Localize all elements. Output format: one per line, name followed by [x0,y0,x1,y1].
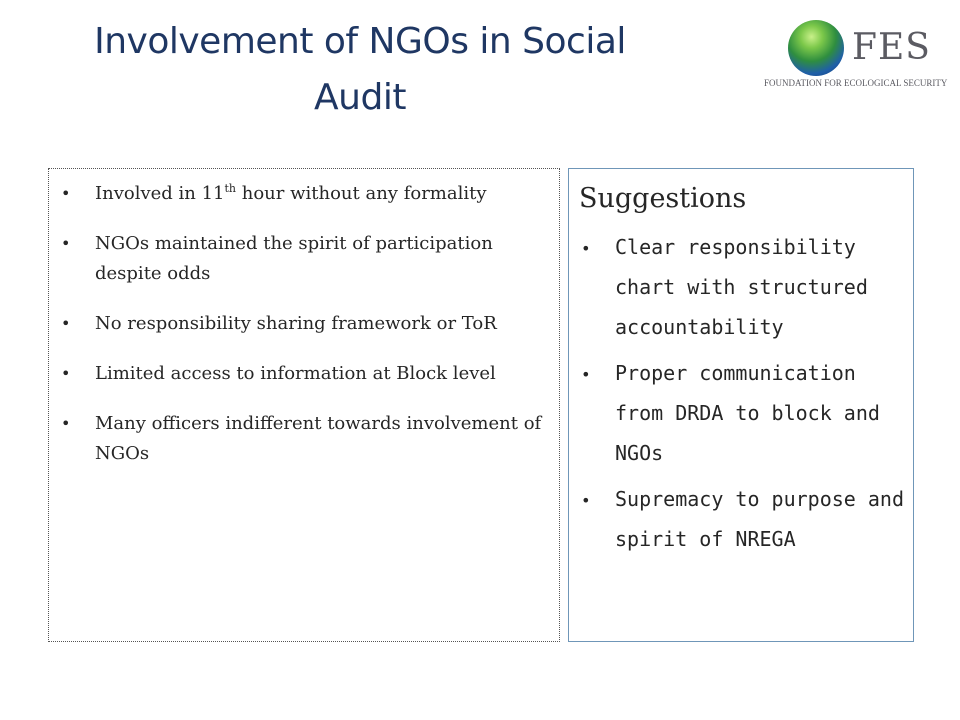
slide-title [40,14,680,126]
observations-panel [48,168,560,642]
bullet-icon: • [581,491,591,510]
list-item-text: Clear responsibility chart with structured accountability [615,235,868,339]
suggestions-list [581,227,907,565]
list-item [61,179,551,209]
superscript: th [224,182,237,195]
list-item-text: Limited access to information at Block level [95,363,496,384]
list-item-text [95,183,487,204]
bullet-icon: • [581,239,591,258]
list-item [581,353,907,473]
bullet-icon: • [61,184,71,203]
logo-name: FES [852,27,931,68]
slide-title-line-2: Audit [314,77,406,118]
list-item [61,409,551,469]
bullet-icon: • [61,364,71,383]
slide-title-line-1: Involvement of NGOs in Social [94,21,626,62]
logo-tagline: FOUNDATION FOR ECOLOGICAL SECURITY [764,78,948,88]
suggestions-heading: Suggestions [579,183,747,214]
fes-logo [760,16,950,90]
observations-list [61,179,551,489]
list-item [61,229,551,289]
list-item-text-start: Involved in 11 [95,183,225,204]
list-item [581,479,907,559]
list-item-text: NGOs maintained the spirit of participation despite odds [95,233,493,284]
list-item-text: Supremacy to purpose and spirit of NREGA [615,487,904,551]
bullet-icon: • [61,234,71,253]
list-item [61,359,551,389]
list-item-text: No responsibility sharing framework or ToR [95,313,497,334]
list-item [61,309,551,339]
suggestions-panel [568,168,914,642]
globe-icon [788,20,844,76]
bullet-icon: • [581,365,591,384]
bullet-icon: • [61,414,71,433]
list-item [581,227,907,347]
list-item-text-end: hour without any formality [236,183,487,204]
bullet-icon: • [61,314,71,333]
list-item-text: Many officers indifferent towards involvement of NGOs [95,413,542,464]
list-item-text: Proper communication from DRDA to block and NGOs [615,361,880,465]
